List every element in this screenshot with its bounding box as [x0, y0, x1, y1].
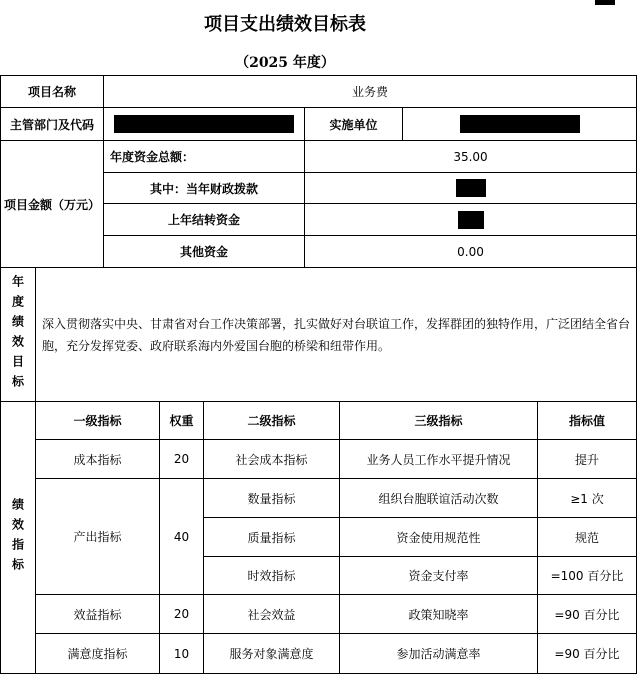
perf-label: [0, 401, 35, 673]
other-label: 其他资金: [103, 235, 304, 267]
project-name-label: 项目名称: [0, 75, 103, 107]
level3-cell: 参加活动满意率: [339, 633, 537, 673]
value-cell: 规范: [537, 517, 636, 556]
level1-cell: 满意度指标: [35, 633, 159, 673]
redaction-bar-top: [595, 0, 615, 5]
level3-cell: 资金使用规范性: [339, 517, 537, 556]
fiscal-label: 其中：当年财政拨款: [103, 172, 304, 203]
level1-cell: 成本指标: [35, 439, 159, 478]
header-level1: 一级指标: [35, 401, 159, 439]
page-title: 项目支出绩效目标表: [204, 14, 366, 35]
header-level2: 二级指标: [203, 401, 339, 439]
value-cell: =100 百分比: [537, 556, 636, 594]
fiscal-value: [304, 172, 636, 203]
carryover-label: 上年结转资金: [103, 203, 304, 235]
header-weight: 权重: [159, 401, 203, 439]
header-value: 指标值: [537, 401, 636, 439]
level2-cell: 社会效益: [203, 594, 339, 633]
total-label: 年度资金总额：: [103, 140, 304, 172]
weight-cell: 40: [159, 478, 203, 594]
level2-cell: 服务对象满意度: [203, 633, 339, 673]
value-cell: =90 百分比: [537, 594, 636, 633]
level2-cell: 数量指标: [203, 478, 339, 517]
page-subtitle: （2025 年度）: [235, 55, 335, 71]
impl-unit-label: 实施单位: [304, 107, 402, 140]
redaction-bar: [114, 115, 294, 133]
redaction-bar: [456, 179, 486, 197]
weight-cell: 10: [159, 633, 203, 673]
value-cell: 提升: [537, 439, 636, 478]
goal-label-text: 年度绩效目标: [10, 274, 25, 395]
redaction-bar: [460, 115, 580, 133]
level3-cell: 政策知晓率: [339, 594, 537, 633]
goal-label: [0, 267, 35, 401]
level3-cell: 组织台胞联谊活动次数: [339, 478, 537, 517]
perf-label-text: 绩效指标: [10, 497, 25, 578]
weight-cell: 20: [159, 594, 203, 633]
weight-cell: 20: [159, 439, 203, 478]
level2-cell: 社会成本指标: [203, 439, 339, 478]
total-value: 35.00: [304, 140, 636, 172]
level1-cell: 产出指标: [35, 478, 159, 594]
redaction-bar: [458, 211, 484, 229]
impl-unit-value: [402, 107, 636, 140]
level2-cell: 时效指标: [203, 556, 339, 594]
other-value: 0.00: [304, 235, 636, 267]
project-name-value: 业务费: [103, 75, 636, 107]
goal-text: 深入贯彻落实中央、甘肃省对台工作决策部署，扎实做好对台联谊工作，发挥群团的独特作用，广泛团结全省台胞，充分发挥党委、政府联系海内外爱国台胞的桥梁和纽带作用。: [35, 267, 636, 401]
value-cell: ≥1 次: [537, 478, 636, 517]
value-cell: =90 百分比: [537, 633, 636, 673]
header-level3: 三级指标: [339, 401, 537, 439]
level3-cell: 业务人员工作水平提升情况: [339, 439, 537, 478]
carryover-value: [304, 203, 636, 235]
level1-cell: 效益指标: [35, 594, 159, 633]
level3-cell: 资金支付率: [339, 556, 537, 594]
dept-label: 主管部门及代码: [0, 107, 103, 140]
level2-cell: 质量指标: [203, 517, 339, 556]
dept-value: [103, 107, 304, 140]
amount-label: 项目金额（万元）: [0, 140, 103, 267]
